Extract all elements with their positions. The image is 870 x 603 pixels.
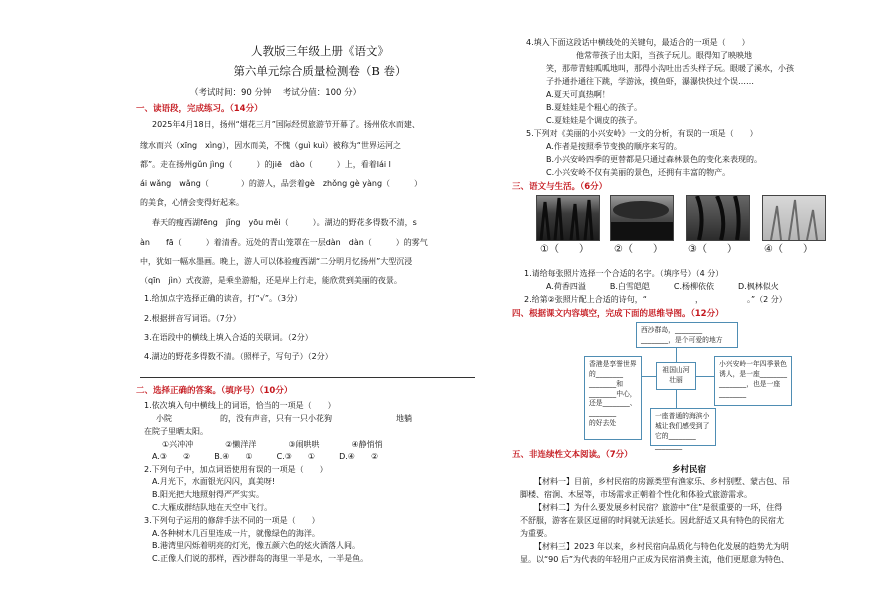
photo-3 xyxy=(686,195,750,241)
passage-line: 为重要。 xyxy=(520,529,552,538)
passage-line: 显。以“90 后”为代表的年轻用户正成为民宿消费主流，他们更愿意为特色、 xyxy=(520,555,790,564)
s3-question-1: 1.请给每张照片选择一个合适的名字。（填序号）（4 分） xyxy=(524,269,724,278)
mindmap-left-node[interactable]: 香港是享誉世界的________ ________和 ________中心， 还是________、 ________ 的好去处 xyxy=(584,356,642,440)
mindmap-connector xyxy=(676,390,677,408)
s2-option: C.大雁成群结队地在天空中飞行。 xyxy=(152,503,273,512)
s2r-line: 5.下列对《美丽的小兴安岭》一文的分析，有误的一项是（ ） xyxy=(526,129,758,138)
answer-line[interactable] xyxy=(140,377,475,378)
photo-1-answer[interactable]: ①（ ） xyxy=(540,244,589,255)
s2r-option: C.小兴安岭不仅有美丽的景色，还拥有丰富的物产。 xyxy=(546,168,731,177)
s1-question: 2.根据拼音写词语。（7分） xyxy=(144,314,241,323)
s3-question-2: 2.给第②张照片配上合适的诗句，“ ， 。”（2 分） xyxy=(524,295,787,304)
s2r-option: B.小兴安岭四季的更替都是只通过森林景色的变化来表现的。 xyxy=(546,155,763,164)
mindmap-center-node: 祖国山河壮丽 xyxy=(656,362,696,390)
s1-line: 2025年4月18日，扬州“烟花三月”国际经贸旅游节开幕了。扬州依水而建、 xyxy=(152,120,420,129)
s1-question: 3.在语段中的横线上填入合适的关联词。（2分） xyxy=(144,333,313,342)
photo-1 xyxy=(536,195,600,241)
mindmap-connector xyxy=(642,376,656,377)
photo-2 xyxy=(610,195,674,241)
passage-line: 【材料三】2023 年以来，乡村民宿向品质化与特色化发展的趋势尤为明 xyxy=(534,542,789,551)
doc-subtitle: 第六单元综合质量检测卷（B 卷） xyxy=(233,64,407,78)
s2r-line: 子扑通扑通往下跳，学游泳，摸鱼虾，瀑瀑快快过个误…… xyxy=(546,77,754,86)
s1-line: （qīn jìn）式夜游，是乘坐游船，还是岸上行走，能欣赏到美丽的夜景。 xyxy=(140,276,402,285)
mindmap-connector xyxy=(676,348,677,362)
photo-4-answer[interactable]: ④（ ） xyxy=(764,244,813,255)
s2r-option: B.夏娃娃是个粗心的孩子。 xyxy=(546,103,643,112)
s3-options: A.荷香四溢 B.白雪皑皑 C.杨柳依依 D.枫林似火 xyxy=(546,282,779,291)
passage-line: 【材料一】目前，乡村民宿的房源类型有渔家乐、乡村别墅、蒙古包、吊 xyxy=(534,477,790,486)
section-3-heading: 三、语文与生活。（6分） xyxy=(512,182,608,192)
passage-line: 脚楼、宿涧、木屋等，市场需求正朝着个性化和体验式旅游需求。 xyxy=(520,490,752,499)
s2r-line: 4.填入下面这段话中横线处的关键句，最适合的一项是（ ） xyxy=(526,38,750,47)
exam-info: （考试时间：90 分钟 考试分值：100 分） xyxy=(190,88,362,98)
s2-option: A.各种树木几百里连成一片，就像绿色的海洋。 xyxy=(152,529,320,538)
s2-option: A.③ ② B.④ ① C.③ ① D.④ ② xyxy=(152,452,379,461)
passage-title: 乡村民宿 xyxy=(672,465,707,475)
s2-line: 在院子里晒太阳。 xyxy=(144,427,208,436)
s2r-option: A.作者是按照季节变换的顺序来写的。 xyxy=(546,142,682,151)
s1-question: 4.湖边的野花多得数不清。（照样子，写句子）（2分） xyxy=(144,352,333,361)
mindmap-connector xyxy=(696,376,714,377)
s1-line: àn fā（ ）着清香。远处的青山笼罩在一层dàn dàn（ ）的雾气 xyxy=(140,238,428,247)
s1-question: 1.给加点字选择正确的读音，打“√”。（3分） xyxy=(144,294,303,303)
s2-option: C.正像人们说的那样，西沙群岛的海里一半是水，一半是鱼。 xyxy=(152,554,369,563)
mindmap-bottom-node[interactable]: 一座普通的海滨小城让我们感受到了它的________ ________ xyxy=(650,408,716,446)
s2-option: B.港湾里闪烁着明亮的灯光，像五颜六色的炫火酒落人间。 xyxy=(152,541,361,550)
mindmap-right-node[interactable]: 小兴安岭一年四季景色诱人，是一座________ ________，也是一座________ xyxy=(714,356,792,406)
section-1-heading: 一、读语段，完成练习。（14分） xyxy=(136,104,263,114)
s2r-option: C.夏娃娃是个调皮的孩子。 xyxy=(546,116,643,125)
s2-line: 1.依次填入句中横线上的词语，恰当的一项是（ ） xyxy=(144,401,336,410)
s2-option: A.月光下，水面银光闪闪，真美呀! xyxy=(152,477,276,486)
passage-line: 不舒服，游客在景区逗留的时间就无法延长。因此舒适又具有特色的民宿尤 xyxy=(520,516,784,525)
s2-line: 2.下列句子中，加点词语使用有误的一项是（ ） xyxy=(144,465,328,474)
section-5-heading: 五、非连续性文本阅读。（7分） xyxy=(512,450,633,460)
section-4-heading: 四、根据课文内容填空，完成下面的思维导图。（12分） xyxy=(512,309,724,319)
photo-4 xyxy=(762,195,826,241)
s1-line: 的美食，心情会变得好起来。 xyxy=(140,198,244,207)
s1-line: 春天的瘦西湖fēng jǐng yōu měi（ ）。湖边的野花多得数不清，s xyxy=(152,218,417,227)
s1-line: 缘水而兴（xīng xìng），因水而美，不愧（guì kuì）被称为“世界运河之 xyxy=(140,141,401,150)
s2r-line: 他常带孩子出太阳，当孩子玩儿。眼得知了映映地 xyxy=(576,51,752,60)
doc-title: 人教版三年级上册《语文》 xyxy=(251,44,389,58)
section-2-heading: 二、选择正确的答案。（填序号）（10分） xyxy=(136,386,293,396)
mindmap-top-node[interactable]: 西沙群岛，________ ________，是个可爱的地方 xyxy=(636,322,738,348)
photo-2-answer[interactable]: ②（ ） xyxy=(614,244,663,255)
s2-line: 3.下列句子运用的修辞手法不同的一项是（ ） xyxy=(144,516,320,525)
s1-line: 都”。走在扬州gǔn jìng（ ）的jiē dào（ ）上，看着lái l xyxy=(140,160,391,169)
s2r-line: 笑，那带青蛙呱呱地叫，那得小沟吐出舌头样子玩。眼暖了溪水，小孩 xyxy=(546,64,794,73)
photo-3-answer[interactable]: ③（ ） xyxy=(688,244,737,255)
s1-line: 中，犹如一幅水墨画。晚上，游人可以体验瘦西湖“二分明月忆扬州”大型沉浸 xyxy=(140,257,413,266)
s2-option: B.阳光把大地照射得严严实实。 xyxy=(152,490,265,499)
passage-line: 【材料二】为什么要发展乡村民宿？旅游中“住”是很重要的一环，住得 xyxy=(534,503,783,512)
s1-line: ái wǎng wǎng（ ）的游人，品尝着gè zhǒng gè yàng（ ） xyxy=(140,179,423,188)
s2-line: 小院 的，没有声音，只有一只小花狗 地躺 xyxy=(156,414,412,423)
s2r-option: A.夏天可真热啊！ xyxy=(546,90,610,99)
s2-option: ①兴冲冲 ②懒洋洋 ③闹哄哄 ④静悄悄 xyxy=(162,440,383,449)
